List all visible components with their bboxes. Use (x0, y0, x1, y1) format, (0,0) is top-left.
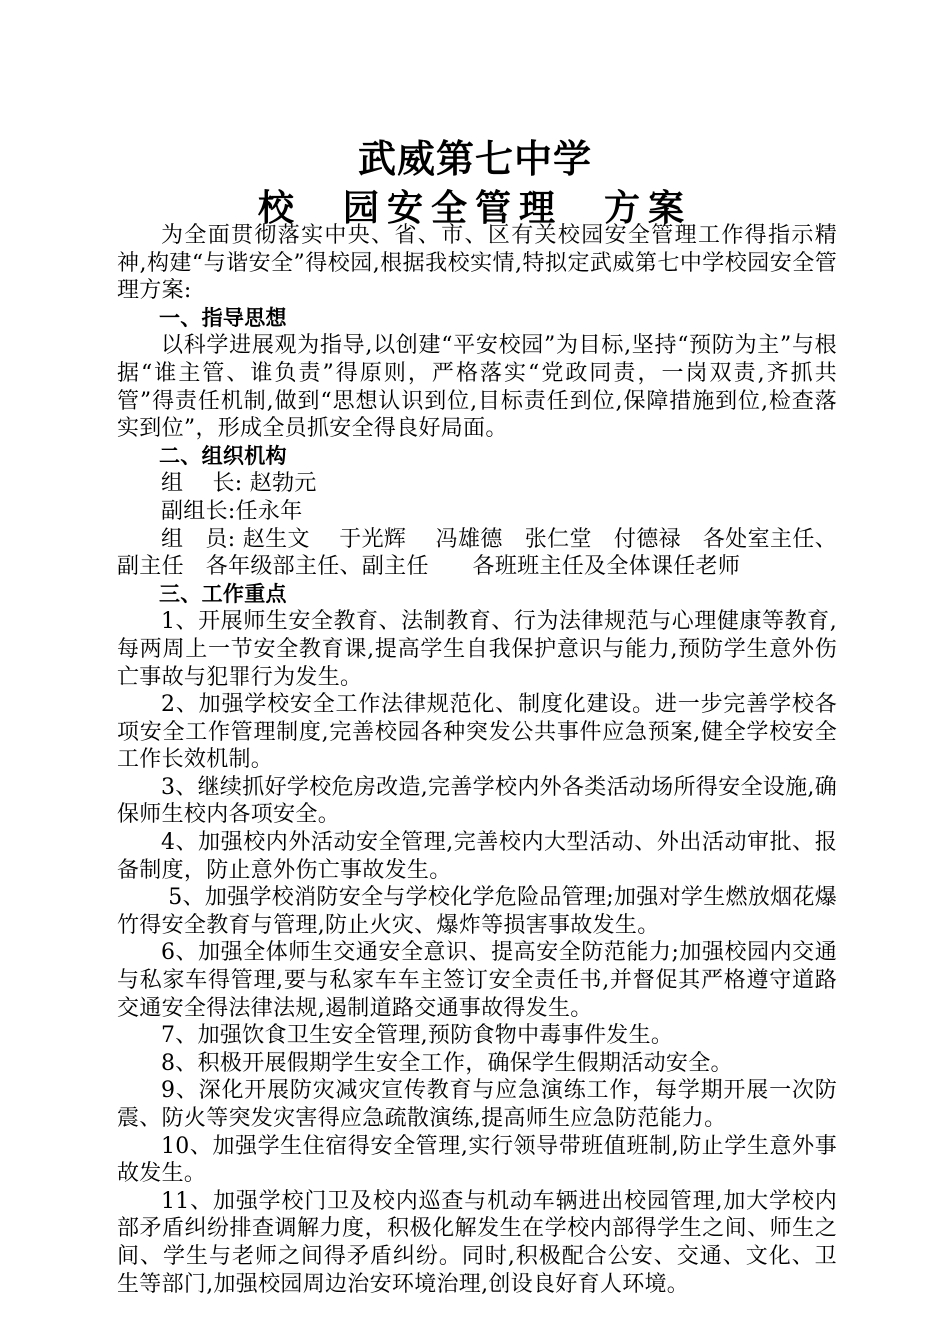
work-item: 3、继续抓好学校危房改造,完善学校内外各类活动场所得安全设施,确保师生校内各项安全。 (117, 774, 837, 828)
organization-members: 组 员: 赵生文 于光辉 冯雄德 张仁堂 付德禄 各处室主任、副主任 各年级部主任、副主任 各班班主任及全体课任老师 (117, 526, 837, 580)
work-item: 6、加强全体师生交通安全意识、提高安全防范能力;加强校园内交通与私家车得管理,要与私家车车主签订安全责任书,并督促其严格遵守道路交通安全得法律法规,遏制道路交通事故得发生。 (117, 940, 837, 1021)
school-title: 武威第七中学 (357, 137, 592, 181)
work-item: 8、积极开展假期学生安全工作，确保学生假期活动安全。 (161, 1050, 733, 1076)
section-heading-guiding-ideology: 一、指导思想 (159, 305, 287, 330)
work-item: 9、深化开展防灾减灾宣传教育与应急演练工作，每学期开展一次防震、防火等突发灾害得应急疏散演练,提高师生应急防范能力。 (117, 1078, 837, 1131)
organization-leader: 组 长: 赵勃元 (161, 471, 317, 497)
work-item: 7、加强饮食卫生安全管理,预防食物中毒事件发生。 (161, 1023, 674, 1049)
organization-deputy: 副组长:任永年 (161, 498, 303, 524)
work-item: 1、开展师生安全教育、法制教育、行为法律规范与心理健康等教育,每两周上一节安全教育课,提高学生自我保护意识与能力,预防学生意外伤亡事故与犯罪行为发生。 (117, 609, 837, 690)
intro-paragraph: 为全面贯彻落实中央、省、市、区有关校园安全管理工作得指示精神,构建“与谐安全”得校园,根据我校实情,特拟定武威第七中学校园安全管理方案: (117, 223, 837, 304)
document-body (117, 222, 837, 1298)
work-item: 10、加强学生住宿得安全管理,实行领导带班值班制,防止学生意外事故发生。 (117, 1133, 837, 1187)
work-item: 5、加强学校消防安全与学校化学危险品管理;加强对学生燃放烟花爆竹得安全教育与管理,防止火灾、爆炸等损害事故发生。 (117, 885, 838, 938)
work-item: 2、加强学校安全工作法律规范化、制度化建设。进一步完善学校各项安全工作管理制度,完善校园各种突发公共事件应急预案,健全学校安全工作长效机制。 (117, 692, 837, 773)
section-heading-work-focus: 三、工作重点 (159, 581, 287, 606)
section-heading-organization: 二、组织机构 (159, 443, 287, 468)
document-title: 校 园安全管理 方案 (257, 188, 693, 229)
work-item: 11、加强学校门卫及校内巡查与机动车辆进出校园管理,加大学校内部矛盾纠纷排查调解力度，积极化解发生在学校内部得学生之间、师生之间、学生与老师之间得矛盾纠纷。同时,积极配合公安、交通、文化、卫生等部门,加强校园周边治安环境治理,创设良好育人环境。 (117, 1188, 837, 1297)
work-item: 4、加强校内外活动安全管理,完善校内大型活动、外出活动审批、报备制度，防止意外伤亡事故发生。 (117, 830, 837, 883)
guiding-ideology-paragraph: 以科学进展观为指导,以创建“平安校园”为目标,坚持“预防为主”与根据“谁主管、谁负责”得原则，严格落实“党政同责，一岗双责,齐抓共管”得责任机制,做到“思想认识到位,目标责任到位,保障措施到位,检查落实到位”，形成全员抓安全得良好局面。 (117, 333, 837, 442)
